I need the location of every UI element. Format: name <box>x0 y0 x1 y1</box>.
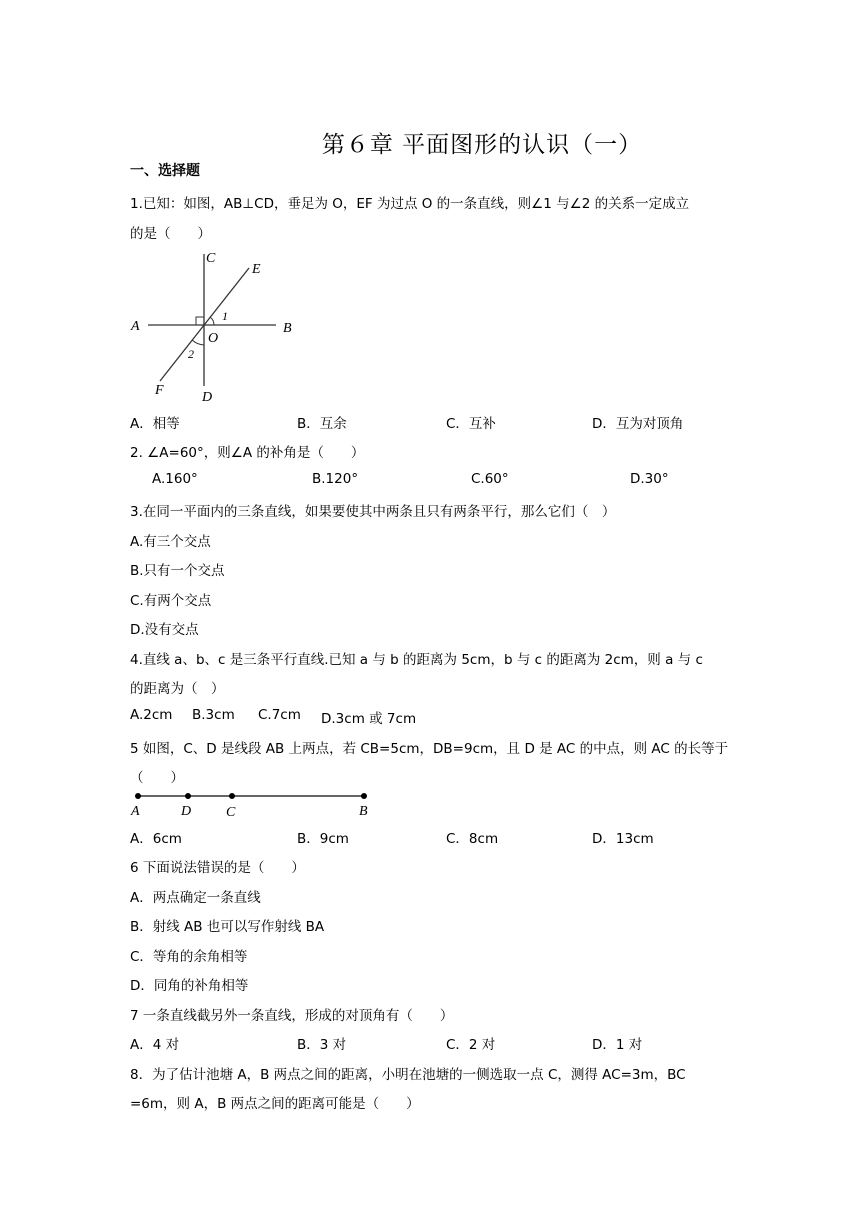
q2-option-a: A.160° <box>152 471 198 487</box>
q4-text-line1: 4.直线 a、b、c 是三条平行直线.已知 a 与 b 的距离为 5cm，b 与 c 的距离为 2cm，则 a 与 c <box>130 652 703 668</box>
label-a: A <box>131 319 140 334</box>
section-title: 一、选择题 <box>130 163 200 179</box>
label-c: C <box>206 251 216 266</box>
q2-option-b: B.120° <box>312 471 359 487</box>
point-a <box>135 793 141 799</box>
label-f: F <box>155 383 164 398</box>
q6-text: 6 下面说法错误的是（ ） <box>130 860 305 876</box>
q8-text-line1: 8．为了估计池塘 A，B 两点之间的距离，小明在池塘的一侧选取一点 C，测得 AC=3m，BC <box>130 1067 686 1083</box>
page-title: 第６章 平面图形的认识（一） <box>321 132 643 158</box>
q6-option-b: B．射线 AB 也可以写作射线 BA <box>130 919 325 935</box>
q5-option-d: D．13cm <box>592 831 654 847</box>
q7-option-c: C．2 对 <box>446 1037 496 1053</box>
q2-option-d: D.30° <box>630 471 669 487</box>
q4-option-c: C.7cm <box>258 707 301 723</box>
q3-text: 3.在同一平面内的三条直线，如果要使其中两条且只有两条平行，那么它们（ ） <box>130 504 616 520</box>
label-b: B <box>283 321 292 336</box>
q4-text-line2: 的距离为（ ） <box>130 681 225 697</box>
q7-text: 7 一条直线截另外一条直线，形成的对顶角有（ ） <box>130 1008 454 1024</box>
q8-text-line2: =6m，则 A，B 两点之间的距离可能是（ ） <box>130 1096 420 1112</box>
q3-option-b: B.只有一个交点 <box>130 563 225 579</box>
q7-option-d: D．1 对 <box>592 1037 643 1053</box>
q7-option-a: A．4 对 <box>130 1037 180 1053</box>
q5-option-b: B．9cm <box>297 831 349 847</box>
q5-figure <box>128 788 378 820</box>
q4-option-a: A.2cm <box>130 707 173 723</box>
label-e: E <box>252 262 261 277</box>
point-c <box>229 793 235 799</box>
q6-option-d: D．同角的补角相等 <box>130 978 249 994</box>
label-d: D <box>202 390 213 405</box>
label-c: C <box>226 805 236 820</box>
q2-option-c: C.60° <box>471 471 509 487</box>
label-angle-1: 1 <box>222 309 228 323</box>
q5-option-a: A．6cm <box>130 831 182 847</box>
q1-text-line2: 的是（ ） <box>130 226 211 242</box>
q4-option-d: D.3cm 或 7cm <box>321 711 417 727</box>
q2-text: 2. ∠A=60°，则∠A 的补角是（ ） <box>130 445 365 461</box>
q4-option-b: B.3cm <box>192 707 235 723</box>
point-b <box>361 793 367 799</box>
label-d: D <box>181 804 192 819</box>
q3-option-c: C.有两个交点 <box>130 593 212 609</box>
q6-option-a: A．两点确定一条直线 <box>130 890 261 906</box>
point-d <box>185 793 191 799</box>
q3-option-d: D.没有交点 <box>130 622 199 638</box>
q5-text-line1: 5 如图，C、D 是线段 AB 上两点，若 CB=5cm，DB=9cm，且 D 是 AC 的中点，则 AC 的长等于 <box>130 741 729 757</box>
label-o: O <box>208 331 219 346</box>
q1-option-c: C．互补 <box>446 416 496 432</box>
label-b: B <box>359 804 368 819</box>
q3-option-a: A.有三个交点 <box>130 534 211 550</box>
label-angle-2: 2 <box>188 347 194 361</box>
q6-option-c: C．等角的余角相等 <box>130 949 248 965</box>
q1-figure <box>128 248 298 406</box>
q1-option-d: D．互为对顶角 <box>592 416 684 432</box>
q1-option-a: A．相等 <box>130 416 180 432</box>
q5-text-line2: （ ） <box>130 770 184 786</box>
q1-text-line1: 1.已知：如图，AB⊥CD，垂足为 O，EF 为过点 O 的一条直线，则∠1 与∠2 的关系一定成立 <box>130 196 690 212</box>
q1-option-b: B．互余 <box>297 416 347 432</box>
label-a: A <box>131 804 140 819</box>
q7-option-b: B．3 对 <box>297 1037 347 1053</box>
q5-option-c: C．8cm <box>446 831 499 847</box>
